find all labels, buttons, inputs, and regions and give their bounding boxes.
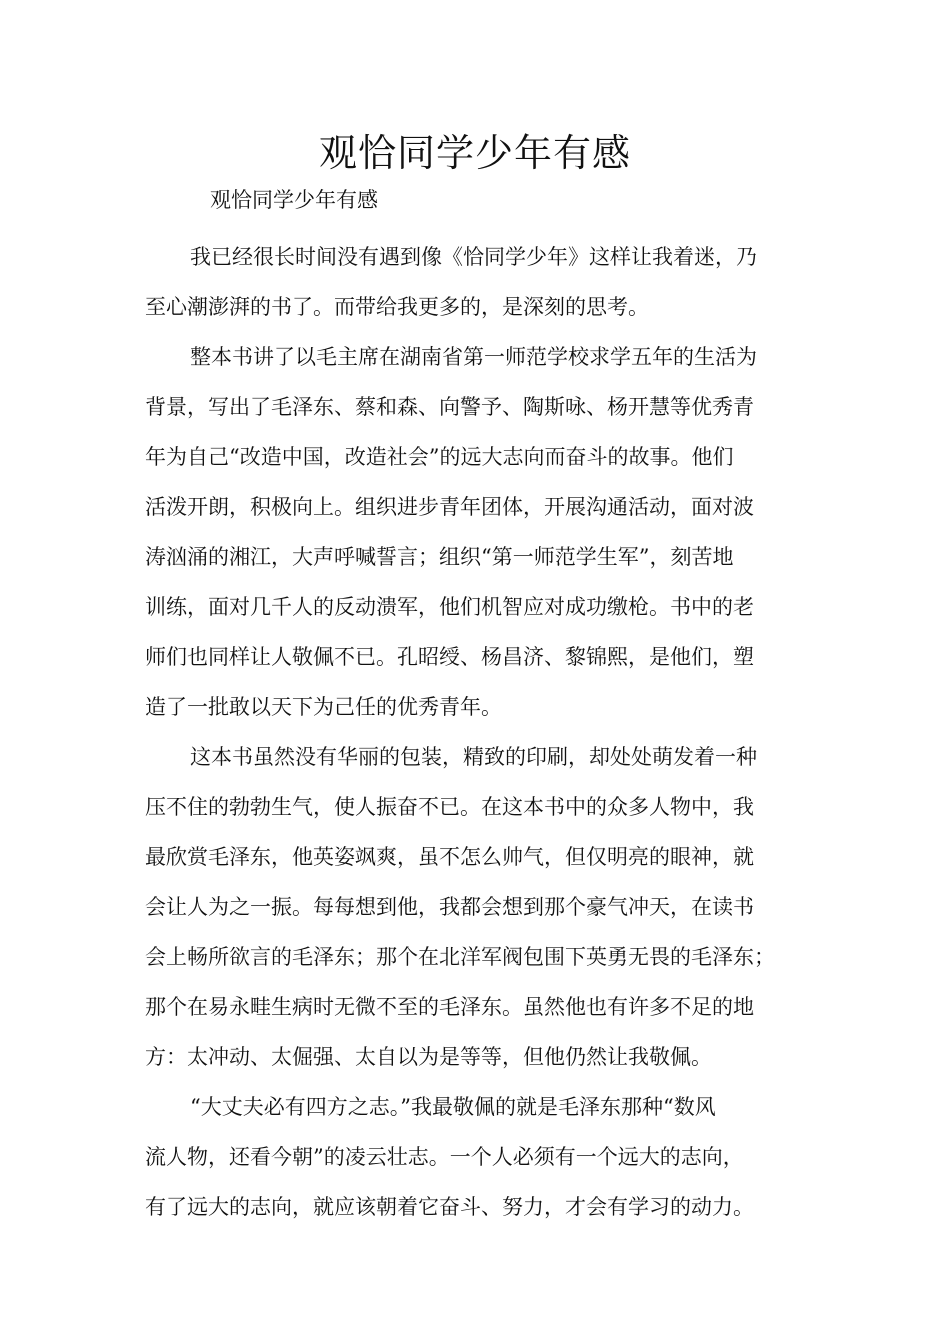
paragraph-1 <box>145 232 815 332</box>
text-line: 整本书讲了以毛主席在湖南省第一师范学校求学五年的生活为 <box>190 345 757 369</box>
text-line: 会上畅所欲言的毛泽东；那个在北洋军阀包围下英勇无畏的毛泽东； <box>145 945 775 969</box>
paragraph-3 <box>145 732 815 1082</box>
text-line: 方：太冲动、太倔强、太自以为是等等，但他仍然让我敬佩。 <box>145 1045 712 1069</box>
text-line: 有了远大的志向，就应该朝着它奋斗、努力，才会有学习的动力。 <box>145 1195 754 1219</box>
document-title: 观恰同学少年有感 <box>318 131 631 175</box>
text-line: 训练，面对几千人的反动溃军，他们机智应对成功缴枪。书中的老 <box>145 595 754 619</box>
text-line: 至心潮澎湃的书了。而带给我更多的，是深刻的思考。 <box>145 295 649 319</box>
text-line: 年为自己“改造中国，改造社会”的远大志向而奋斗的故事。他们 <box>145 445 734 469</box>
text-line: 造了一批敢以天下为己任的优秀青年。 <box>145 695 502 719</box>
document-body <box>145 232 815 1232</box>
paragraph-4 <box>145 1082 815 1232</box>
text-line: 师们也同样让人敬佩不已。孔昭绶、杨昌济、黎锦熙，是他们，塑 <box>145 645 754 669</box>
text-line: “大丈夫必有四方之志。”我最敬佩的就是毛泽东那种“数风 <box>190 1095 716 1119</box>
text-line: 背景，写出了毛泽东、蔡和森、向警予、陶斯咏、杨开慧等优秀青 <box>145 395 754 419</box>
text-line: 那个在易永畦生病时无微不至的毛泽东。虽然他也有许多不足的地 <box>145 995 754 1019</box>
text-line: 活泼开朗，积极向上。组织进步青年团体，开展沟通活动，面对波 <box>145 495 754 519</box>
text-line: 涛汹涌的湘江，大声呼喊誓言；组织“第一师范学生军”，刻苦地 <box>145 545 734 569</box>
text-line: 最欣赏毛泽东，他英姿飒爽，虽不怎么帅气，但仅明亮的眼神，就 <box>145 845 754 869</box>
text-line: 我已经很长时间没有遇到像《恰同学少年》这样让我着迷，乃 <box>190 245 757 269</box>
text-line: 会让人为之一振。每每想到他，我都会想到那个豪气冲天，在读书 <box>145 895 754 919</box>
text-line: 流人物，还看今朝”的凌云壮志。一个人必须有一个远大的志向， <box>145 1145 744 1169</box>
text-line: 这本书虽然没有华丽的包装，精致的印刷，却处处萌发着一种 <box>190 745 757 769</box>
paragraph-2 <box>145 332 815 732</box>
text-line: 压不住的勃勃生气，使人振奋不已。在这本书中的众多人物中，我 <box>145 795 754 819</box>
document-subtitle: 观恰同学少年有感 <box>210 188 378 212</box>
